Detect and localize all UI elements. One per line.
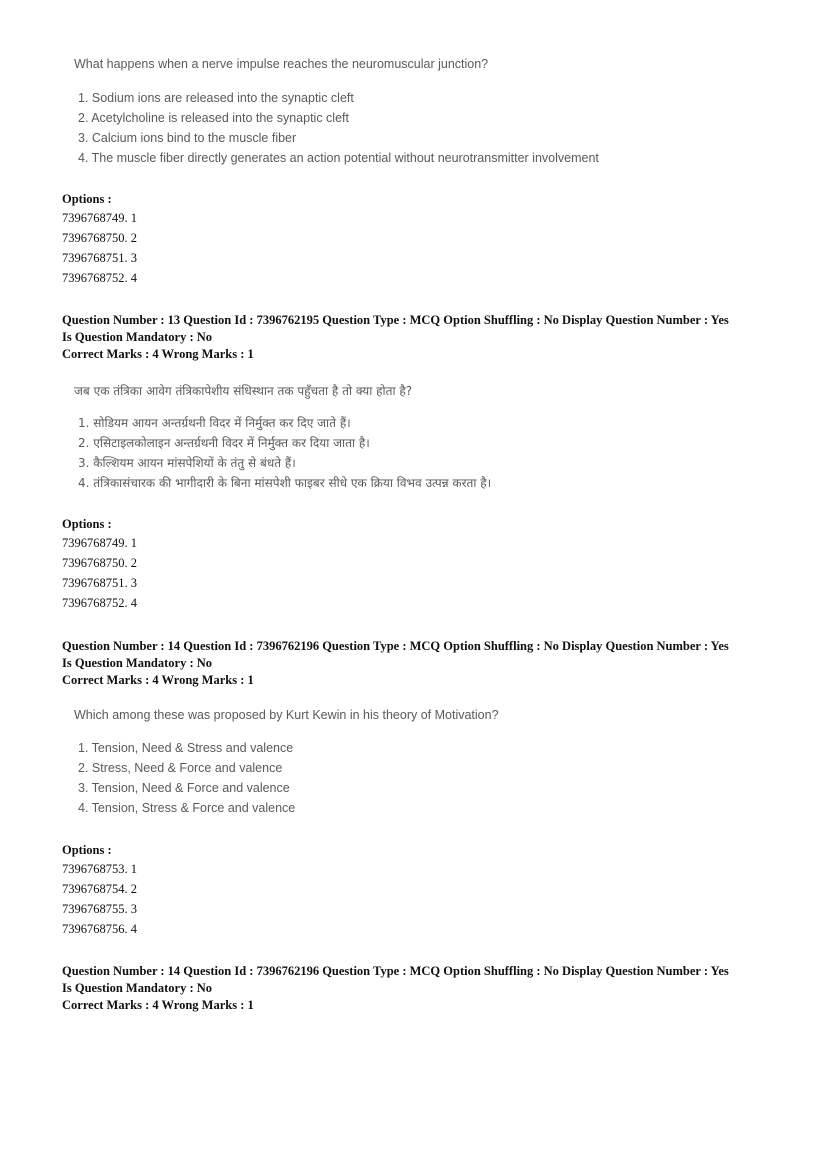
option-3: 7396768751. 3	[62, 576, 137, 590]
option-2: 7396768750. 2	[62, 231, 137, 245]
option-4: 7396768752. 4	[62, 271, 137, 285]
choice-4: 4. Tension, Stress & Force and valence	[78, 801, 296, 815]
choice-4: 4. The muscle fiber directly generates an action potential without neurotransmitter involvement	[78, 151, 599, 165]
question-image-1	[62, 55, 762, 175]
choice-1: 1. सोडियम आयन अन्तर्ग्रथनी विदर में निर्मुक्त कर दिए जाते हैं।	[78, 416, 351, 430]
choice-3: 3. Tension, Need & Force and valence	[78, 781, 290, 795]
question-marks: Correct Marks : 4 Wrong Marks : 1	[62, 998, 254, 1012]
options-label: Options :	[62, 192, 112, 206]
option-3: 7396768755. 3	[62, 902, 137, 916]
question-mandatory: Is Question Mandatory : No	[62, 656, 213, 670]
question-marks: Correct Marks : 4 Wrong Marks : 1	[62, 347, 254, 361]
option-1: 7396768749. 1	[62, 211, 137, 225]
choice-2: 2. Stress, Need & Force and valence	[78, 761, 283, 775]
choice-1: 1. Sodium ions are released into the synaptic cleft	[78, 91, 354, 105]
choice-1: 1. Tension, Need & Stress and valence	[78, 741, 294, 755]
question-image-3	[62, 706, 662, 826]
choice-2: 2. एसिटाइलकोलाइन अन्तर्ग्रथनी विदर में निर्मुक्त कर दिया जाता है।	[78, 436, 370, 450]
question-meta-line: Question Number : 14 Question Id : 7396762196 Question Type : MCQ Option Shuffling : No Display Question Number : Yes	[62, 639, 729, 653]
option-4: 7396768756. 4	[62, 922, 137, 936]
question-text: जब एक तंत्रिका आवेग तंत्रिकापेशीय संधिस्थान तक पहुँचता है तो क्या होता है?	[74, 384, 413, 398]
option-2: 7396768750. 2	[62, 556, 137, 570]
question-marks: Correct Marks : 4 Wrong Marks : 1	[62, 673, 254, 687]
option-1: 7396768749. 1	[62, 536, 137, 550]
choice-4: 4. तंत्रिकासंचारक की भागीदारी के बिना मांसपेशी फाइबर सीधे एक क्रिया विभव उत्पन्न करता है।	[78, 476, 492, 490]
choice-3: 3. कैल्शियम आयन मांसपेशियों के तंतु से बंधते हैं।	[78, 456, 296, 470]
choice-3: 3. Calcium ions bind to the muscle fiber	[78, 131, 297, 145]
question-mandatory: Is Question Mandatory : No	[62, 330, 213, 344]
options-label: Options :	[62, 843, 112, 857]
choice-2: 2. Acetylcholine is released into the synaptic cleft	[78, 111, 349, 125]
question-image-2	[62, 380, 782, 500]
option-4: 7396768752. 4	[62, 596, 137, 610]
question-meta-line: Question Number : 13 Question Id : 7396762195 Question Type : MCQ Option Shuffling : No Display Question Number : Yes	[62, 313, 729, 327]
question-text: What happens when a nerve impulse reaches the neuromuscular junction?	[74, 57, 489, 71]
option-3: 7396768751. 3	[62, 251, 137, 265]
question-text: Which among these was proposed by Kurt Kewin in his theory of Motivation?	[74, 708, 499, 722]
question-mandatory: Is Question Mandatory : No	[62, 981, 213, 995]
option-1: 7396768753. 1	[62, 862, 137, 876]
options-label: Options :	[62, 517, 112, 531]
question-meta-line: Question Number : 14 Question Id : 7396762196 Question Type : MCQ Option Shuffling : No Display Question Number : Yes	[62, 964, 729, 978]
option-2: 7396768754. 2	[62, 882, 137, 896]
